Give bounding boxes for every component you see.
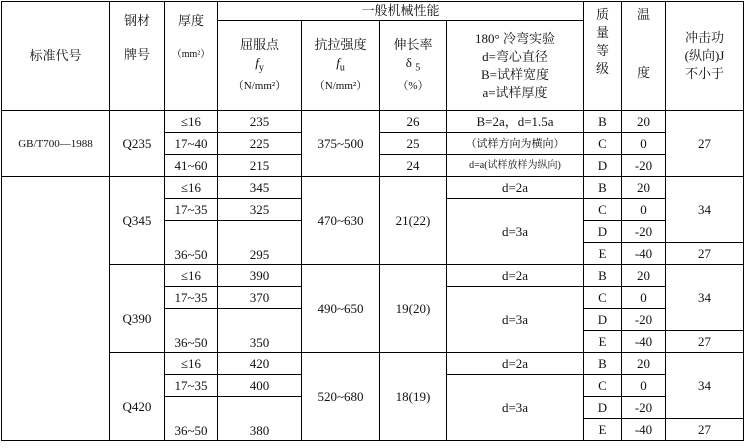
yield-cell: 225: [218, 133, 302, 155]
quality-cell: C: [584, 375, 622, 397]
quality-cell: B: [584, 265, 622, 287]
header-bend-4: a=试样厚度: [482, 84, 548, 100]
yield-cell: 390: [218, 265, 302, 287]
quality-cell: C: [584, 287, 622, 309]
yield-cell: 325: [218, 199, 302, 221]
yield-cell: 235: [218, 111, 302, 133]
table-row: [2, 177, 744, 199]
table-row: [2, 111, 744, 133]
elongation-cell: 18(19): [380, 353, 447, 441]
header-grade-line1: 钢材: [123, 13, 150, 28]
impact-cell: 27: [666, 243, 744, 265]
header-thickness-unit: （mm²）: [171, 49, 211, 60]
header-temp-2: 度: [636, 65, 650, 80]
header-elong-sym: δ: [405, 54, 412, 70]
temperature-cell: -40: [622, 331, 666, 353]
temperature-cell: -40: [622, 419, 666, 441]
elongation-cell: 19(20): [380, 265, 447, 353]
quality-cell: B: [584, 353, 622, 375]
thickness-cell: ≤16: [165, 353, 218, 375]
header-thickness: [165, 2, 218, 111]
standard-code: GB/T700—1988: [2, 111, 110, 177]
quality-cell: B: [584, 177, 622, 199]
header-impact-2: (纵向)J: [684, 48, 725, 63]
grade-cell: Q390: [110, 265, 165, 353]
header-temperature: [622, 2, 666, 111]
temperature-cell: 20: [622, 111, 666, 133]
grade-cell: Q345: [110, 177, 165, 265]
header-row-1: [2, 2, 744, 21]
quality-cell: E: [584, 243, 622, 265]
header-tensile-symbol: [302, 54, 379, 78]
temperature-cell: -40: [622, 243, 666, 265]
impact-cell: 27: [666, 419, 744, 441]
thickness-cell: ≤16: [165, 177, 218, 199]
quality-cell: C: [584, 133, 622, 155]
header-tensile-unit: （N/mm²）: [313, 80, 368, 93]
quality-cell: E: [584, 419, 622, 441]
quality-cell: D: [584, 221, 622, 243]
grade-cell: Q235: [110, 111, 165, 177]
thickness-cell: 17~35: [165, 375, 218, 397]
header-grade: [110, 2, 165, 111]
header-quality-2: 量: [595, 25, 609, 40]
quality-cell: D: [584, 155, 622, 177]
yield-cell: 295: [218, 221, 302, 265]
header-elong-symbol: [380, 54, 446, 78]
bend-note-cell: d=a(试样放样为纵向): [447, 155, 584, 177]
elongation-cell: 21(22): [380, 177, 447, 265]
temperature-cell: -20: [622, 221, 666, 243]
header-impact: [666, 2, 744, 111]
header-bend-1: 180° 冷弯实验: [475, 30, 555, 46]
bend-cell: d=2a: [447, 265, 584, 287]
header-elong-label: 伸长率: [393, 36, 433, 52]
header-bend-test: [447, 21, 584, 111]
tensile-cell: 470~630: [302, 177, 380, 265]
thickness-cell: ≤16: [165, 265, 218, 287]
header-impact-1: 冲击功: [684, 30, 724, 45]
bend-cell: d=2a: [447, 177, 584, 199]
impact-cell: 34: [666, 353, 744, 419]
header-yield-sub: y: [258, 62, 264, 74]
yield-cell: 370: [218, 287, 302, 309]
table-row: [2, 353, 744, 375]
impact-cell: 27: [666, 111, 744, 177]
header-tensile-sub: u: [339, 62, 345, 74]
temperature-cell: 0: [622, 287, 666, 309]
thickness-cell: 36~50: [165, 221, 218, 265]
table-row: [2, 265, 744, 287]
thickness-cell: 36~50: [165, 397, 218, 441]
yield-cell: 350: [218, 309, 302, 353]
header-quality: [584, 2, 622, 111]
header-mech-group: 一般机械性能: [218, 2, 584, 21]
thickness-cell: 36~50: [165, 309, 218, 353]
thickness-cell: ≤16: [165, 111, 218, 133]
header-yield-sym: f: [255, 54, 259, 70]
temperature-cell: 0: [622, 199, 666, 221]
tensile-cell: 490~650: [302, 265, 380, 353]
header-thickness-label: 厚度: [177, 13, 204, 28]
grade-cell: Q420: [110, 353, 165, 441]
header-grade-line2: 牌号: [123, 47, 150, 62]
header-yield-label: 屈服点: [239, 36, 279, 52]
header-elong-unit: （%）: [397, 80, 429, 93]
temperature-cell: 20: [622, 353, 666, 375]
header-quality-4: 级: [595, 61, 609, 76]
header-temp-1: 温: [636, 7, 650, 22]
bend-cell: d=3a: [447, 199, 584, 265]
impact-cell: 27: [666, 331, 744, 353]
header-bend-3: B=试样宽度: [480, 66, 549, 82]
header-tensile: [302, 21, 380, 111]
temperature-cell: -20: [622, 397, 666, 419]
yield-cell: 215: [218, 155, 302, 177]
header-standard: 标准代号: [2, 2, 110, 111]
temperature-cell: 20: [622, 177, 666, 199]
temperature-cell: -20: [622, 309, 666, 331]
yield-cell: 345: [218, 177, 302, 199]
bend-cell: d=3a: [447, 375, 584, 441]
header-quality-3: 等: [595, 43, 609, 58]
temperature-cell: 0: [622, 133, 666, 155]
standard-code-empty: [2, 177, 110, 441]
header-elongation: [380, 21, 447, 111]
header-elong-sub: 5: [415, 62, 421, 74]
header-yield-unit: （N/mm²）: [232, 80, 287, 93]
elongation-cell: 26: [380, 111, 447, 133]
yield-cell: 420: [218, 353, 302, 375]
yield-cell: 400: [218, 375, 302, 397]
tensile-cell: 520~680: [302, 353, 380, 441]
thickness-cell: 17~35: [165, 287, 218, 309]
header-quality-1: 质: [595, 7, 609, 22]
temperature-cell: 0: [622, 375, 666, 397]
temperature-cell: 20: [622, 265, 666, 287]
quality-cell: E: [584, 331, 622, 353]
header-yield: [218, 21, 302, 111]
bend-cell: d=2a: [447, 353, 584, 375]
header-bend-2: d=弯心直径: [482, 48, 548, 64]
quality-cell: C: [584, 199, 622, 221]
yield-cell: 380: [218, 397, 302, 441]
header-tensile-label: 抗拉强度: [314, 36, 367, 52]
bend-note-cell: （试样方向为横向）: [447, 133, 584, 155]
elongation-cell: 25: [380, 133, 447, 155]
elongation-cell: 24: [380, 155, 447, 177]
header-yield-symbol: [218, 54, 301, 78]
header-tensile-sym: f: [336, 54, 340, 70]
thickness-cell: 17~35: [165, 199, 218, 221]
thickness-cell: 17~40: [165, 133, 218, 155]
temperature-cell: -20: [622, 155, 666, 177]
quality-cell: D: [584, 309, 622, 331]
bend-cell: B=2a，d=1.5a: [447, 111, 584, 133]
thickness-cell: 41~60: [165, 155, 218, 177]
header-impact-3: 不小于: [684, 66, 724, 81]
quality-cell: D: [584, 397, 622, 419]
tensile-cell: 375~500: [302, 111, 380, 177]
bend-cell: d=3a: [447, 287, 584, 353]
quality-cell: B: [584, 111, 622, 133]
impact-cell: 34: [666, 265, 744, 331]
impact-cell: 34: [666, 177, 744, 243]
steel-properties-table: [1, 1, 744, 441]
